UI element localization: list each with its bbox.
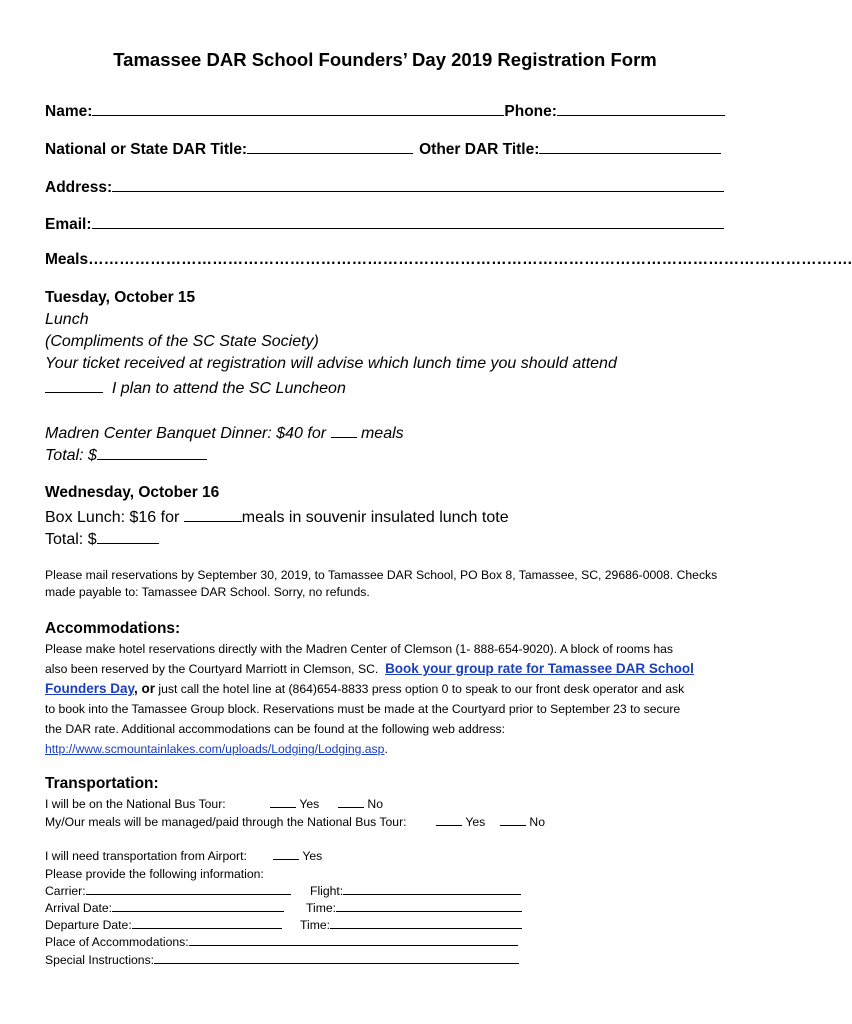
phone-field[interactable] — [557, 100, 725, 116]
accommodations-line-5: the DAR rate. Additional accommodations can be found at the following web address: — [45, 722, 506, 736]
special-row — [45, 950, 519, 970]
book-group-rate-link[interactable]: Book your group rate for Tamassee DAR School — [385, 661, 694, 676]
accommodations-line-1: Please make hotel reservations directly with the Madren Center of Clemson (1- 888-654-9020). A block of rooms has — [45, 642, 673, 656]
name-label: Name: — [45, 103, 93, 120]
meals-bus-yes-option — [436, 812, 485, 832]
airport-yes-option — [273, 846, 322, 866]
url-period: . — [384, 742, 388, 756]
meals-bus-no-option — [500, 812, 545, 832]
tuesday-heading: Tuesday, October 15 — [45, 289, 196, 306]
meals-bus-no-blank[interactable] — [500, 813, 526, 826]
lunch-label: Lunch — [45, 311, 89, 328]
lodging-url-link[interactable]: http://www.scmountainlakes.com/uploads/Lodging/Lodging.asp — [45, 742, 385, 756]
special-label: Special Instructions: — [45, 953, 155, 967]
wednesday-heading: Wednesday, October 16 — [45, 484, 220, 501]
departure-date-field[interactable] — [132, 916, 282, 929]
accommodations-line-4: to book into the Tamassee Group block. Reservations must be made at the Courtyard prior to September 23 to secure — [45, 702, 681, 716]
other-title-label: Other DAR Title: — [419, 141, 540, 158]
address-field[interactable] — [112, 176, 724, 192]
bus-tour-label: I will be on the National Bus Tour: — [45, 797, 226, 811]
name-row — [45, 100, 725, 121]
dinner-total-row — [45, 444, 207, 465]
luncheon-blank[interactable] — [45, 377, 103, 393]
box-lunch-count-field[interactable] — [184, 506, 242, 522]
accommodations-line-2: also been reserved by the Courtyard Marriott in Clemson, SC. — [45, 662, 379, 676]
other-title-field[interactable] — [539, 138, 721, 154]
box-lunch-text: Box Lunch: $16 for — [45, 509, 180, 526]
meals-row — [45, 251, 852, 269]
national-title-field[interactable] — [247, 138, 413, 154]
name-field[interactable] — [92, 100, 504, 116]
bus-tour-yes-option — [270, 794, 319, 814]
airport-yes-blank[interactable] — [273, 847, 299, 860]
accommodations-line-2-row — [45, 659, 694, 679]
phone-label: Phone: — [504, 103, 557, 120]
box-lunch-row — [45, 506, 509, 527]
carrier-field[interactable] — [86, 882, 291, 895]
arrival-time-label: Time: — [306, 901, 337, 915]
arrival-date-field[interactable] — [112, 899, 284, 912]
address-row — [45, 176, 724, 197]
lodging-url-row — [45, 739, 388, 759]
transportation-heading: Transportation: — [45, 775, 159, 792]
accommodations-line-3-row — [45, 679, 684, 699]
founders-day-link[interactable]: Founders Day — [45, 681, 135, 696]
box-total-label: Total: $ — [45, 531, 97, 548]
dinner-meals-text: meals — [360, 425, 404, 442]
departure-time-label: Time: — [300, 918, 331, 932]
accommodations-heading: Accommodations: — [45, 620, 181, 637]
airport-yes-label: Yes — [302, 849, 323, 863]
box-lunch-tote-text: meals in souvenir insulated lunch tote — [241, 509, 509, 526]
arrival-label: Arrival Date: — [45, 901, 113, 915]
title-row — [45, 138, 721, 159]
email-label: Email: — [45, 216, 92, 233]
form-title: Tamassee DAR School Founders’ Day 2019 Registration Form — [113, 49, 657, 70]
airport-label: I will need transportation from Airport: — [45, 849, 247, 863]
accommodations-line-3: just call the hotel line at (864)654-8833 press option 0 to speak to our front desk operator and ask — [158, 682, 685, 696]
place-field[interactable] — [189, 933, 518, 946]
ticket-note: Your ticket received at registration will advise which lunch time you should attend — [45, 355, 617, 372]
dinner-row — [45, 422, 404, 443]
meals-bus-yes-blank[interactable] — [436, 813, 462, 826]
meals-bus-no-label: No — [529, 815, 545, 829]
bus-tour-yes-blank[interactable] — [270, 795, 296, 808]
or-text: , or — [134, 681, 156, 696]
provide-info-text: Please provide the following information: — [45, 867, 264, 881]
dinner-text: Madren Center Banquet Dinner: $40 for — [45, 425, 327, 442]
box-total-field[interactable] — [97, 528, 159, 544]
email-field[interactable] — [92, 213, 724, 229]
bus-tour-no-option — [338, 794, 383, 814]
national-title-label: National or State DAR Title: — [45, 141, 248, 158]
meals-dotted-leader: …………………………………………………………………………………………………………………………………. — [88, 251, 852, 268]
meals-label: Meals — [45, 251, 89, 268]
bus-tour-yes-label: Yes — [299, 797, 320, 811]
compliments-text: (Compliments of the SC State Society) — [45, 333, 319, 350]
meals-bus-yes-label: Yes — [465, 815, 486, 829]
luncheon-text: I plan to attend the SC Luncheon — [111, 380, 346, 397]
email-row — [45, 213, 724, 234]
luncheon-row — [45, 377, 346, 398]
bus-tour-no-blank[interactable] — [338, 795, 364, 808]
flight-label: Flight: — [310, 884, 344, 898]
dinner-total-label: Total: $ — [45, 447, 97, 464]
address-label: Address: — [45, 179, 113, 196]
mail-line-2: made payable to: Tamassee DAR School. Sorry, no refunds. — [45, 585, 370, 599]
place-label: Place of Accommodations: — [45, 935, 189, 949]
mail-line-1: Please mail reservations by September 30, 2019, to Tamassee DAR School, PO Box 8, Tamassee, SC, 29686-0008. Checks — [45, 568, 718, 582]
departure-time-field[interactable] — [330, 916, 522, 929]
flight-field[interactable] — [343, 882, 521, 895]
place-row — [45, 932, 518, 952]
bus-tour-no-label: No — [367, 797, 383, 811]
departure-label: Departure Date: — [45, 918, 132, 932]
box-total-row — [45, 528, 159, 549]
dinner-count-field[interactable] — [331, 422, 357, 438]
carrier-label: Carrier: — [45, 884, 86, 898]
arrival-time-field[interactable] — [336, 899, 522, 912]
dinner-total-field[interactable] — [97, 444, 207, 460]
meals-bus-label: My/Our meals will be managed/paid through the National Bus Tour: — [45, 815, 407, 829]
special-instructions-field[interactable] — [154, 951, 519, 964]
